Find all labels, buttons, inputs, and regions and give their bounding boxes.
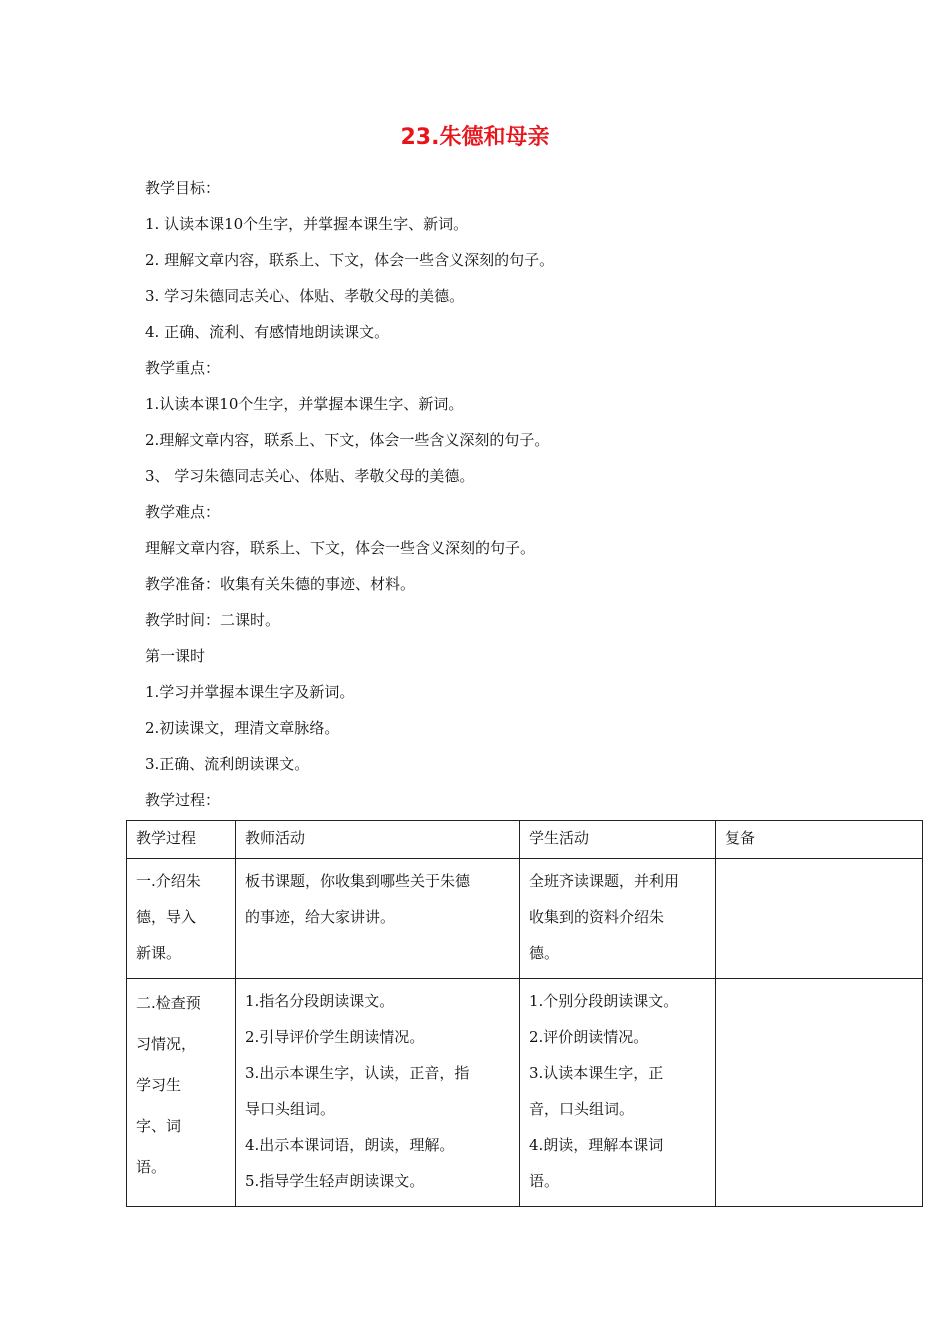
cell-text-line: 2.评价朗读情况。 [529,1028,649,1046]
cell-text-line: 一.介绍朱 [136,872,201,890]
time-line: 教学时间：二课时。 [145,611,281,629]
cell-text-line: 2.引导评价学生朗读情况。 [245,1028,425,1046]
difficulty-item: 理解文章内容，联系上、下文，体会一些含义深刻的句子。 [145,539,536,557]
cell-text-line: 4.出示本课词语，朗读，理解。 [245,1136,455,1154]
cell-text-line: 4.朗读，理解本课词 [529,1136,664,1154]
objective-item-4: 4. 正确、流利、有感情地朗读课文。 [145,323,390,341]
cell-text-line: 语。 [529,1172,560,1190]
lesson-goal-3: 3.正确、流利朗读课文。 [145,755,310,773]
section-heading-difficulties: 教学难点： [145,503,221,521]
table-row [127,859,923,979]
header-process: 教学过程 [127,821,236,859]
cell-text-line: 3.出示本课生字，认读，正音，指 [245,1064,470,1082]
cell-text-line: 德。 [529,944,560,962]
key-point-2: 2.理解文章内容，联系上、下文，体会一些含义深刻的句子。 [145,431,550,449]
lesson-heading: 第一课时 [145,647,206,665]
cell-text-line: 字、词 [136,1117,182,1135]
section-heading-process: 教学过程： [145,791,221,809]
cell-text-line: 全班齐读课题，并利用 [529,872,680,890]
teaching-process-table [126,820,923,1207]
student-activity-cell [520,979,716,1207]
cell-text-line: 音，口头组词。 [529,1100,635,1118]
objective-item-2: 2. 理解文章内容，联系上、下文，体会一些含义深刻的句子。 [145,251,555,269]
header-student-activity: 学生活动 [520,821,716,859]
preparation-line: 教学准备：收集有关朱德的事迹、材料。 [145,575,416,593]
document-title: 23.朱德和母亲 [400,125,550,150]
header-review: 复备 [716,821,923,859]
cell-text-line: 语。 [136,1158,167,1176]
section-heading-objectives: 教学目标： [145,179,221,197]
header-teacher-activity: 教师活动 [236,821,520,859]
cell-text-line: 二.检查预 [136,994,201,1012]
cell-text-line: 板书课题，你收集到哪些关于朱德 [245,872,471,890]
review-cell [716,859,923,979]
student-activity-cell [520,859,716,979]
cell-text-line: 5.指导学生轻声朗读课文。 [245,1172,425,1190]
objective-item-3: 3. 学习朱德同志关心、体贴、孝敬父母的美德。 [145,287,465,305]
lesson-goal-1: 1.学习并掌握本课生字及新词。 [145,683,355,701]
objective-item-1: 1. 认读本课10个生字，并掌握本课生字、新词。 [145,215,469,233]
process-cell [127,859,236,979]
cell-text-line: 1.指名分段朗读课文。 [245,992,395,1010]
cell-text-line: 的事迹，给大家讲讲。 [245,908,396,926]
cell-text-line: 德，导入 [136,908,197,926]
section-heading-key-points: 教学重点： [145,359,221,377]
cell-text-line: 收集到的资料介绍朱 [529,908,665,926]
key-point-1: 1.认读本课10个生字，并掌握本课生字、新词。 [145,395,464,413]
lesson-goal-2: 2.初读课文，理清文章脉络。 [145,719,340,737]
cell-text-line: 3.认读本课生字，正 [529,1064,664,1082]
cell-text-line: 导口头组词。 [245,1100,336,1118]
review-cell [716,979,923,1207]
teacher-activity-cell [236,859,520,979]
cell-text-line: 1.个别分段朗读课文。 [529,992,679,1010]
cell-text-line: 习情况， [136,1035,197,1053]
teacher-activity-cell [236,979,520,1207]
key-point-3: 3、 学习朱德同志关心、体贴、孝敬父母的美德。 [145,467,475,485]
process-cell [127,979,236,1207]
table-row [127,979,923,1207]
cell-text-line: 学习生 [136,1076,182,1094]
cell-text-line: 新课。 [136,944,182,962]
table-header-row [127,821,923,859]
